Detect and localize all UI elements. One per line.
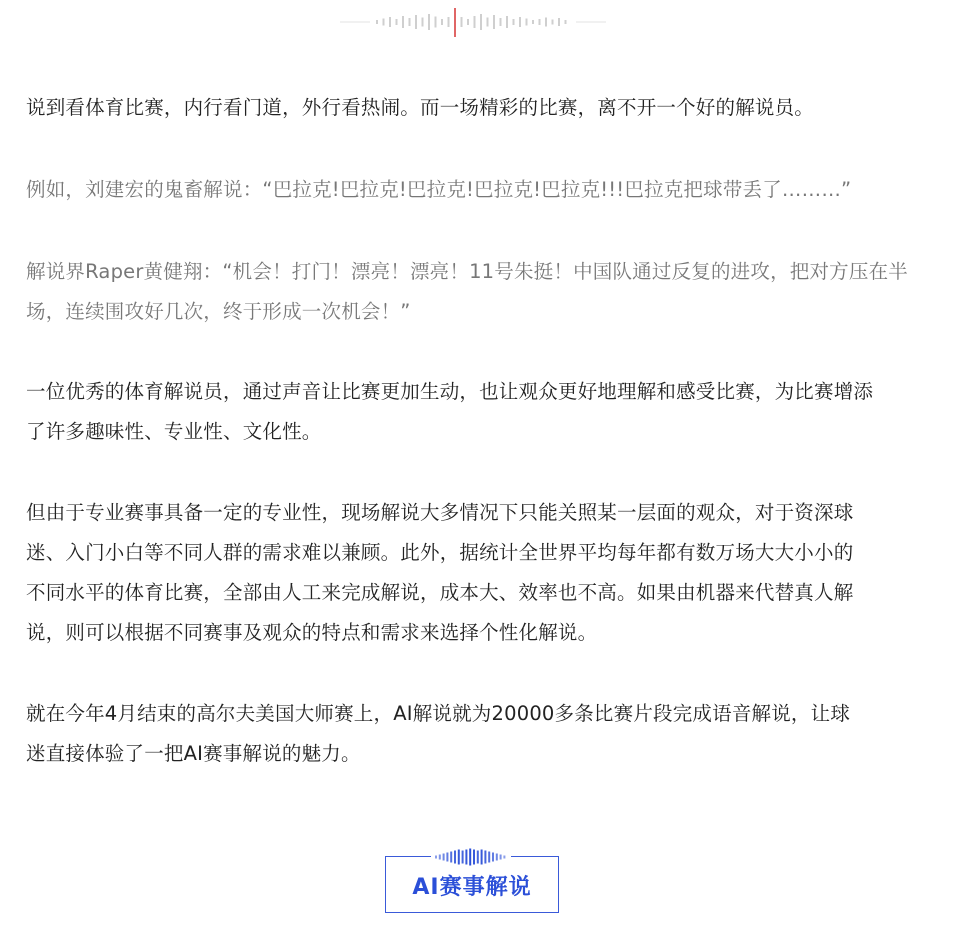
- paragraph-line: 场，连续围攻好几次，终于形成一次机会！”: [26, 300, 411, 323]
- paragraph-professional-limits: [26, 493, 931, 653]
- paragraph-masters-ai: [26, 694, 931, 774]
- paragraph-good-commentator: [26, 372, 931, 452]
- paragraph-intro: [26, 88, 931, 128]
- paragraph-line: 就在今年4月结束的高尔夫美国大师赛上，AI解说就为20000多条比赛片段完成语音解说，让球: [26, 702, 851, 725]
- section-heading-title: AI赛事解说: [412, 875, 532, 900]
- paragraph-quote-huang: [26, 252, 931, 332]
- paragraph-line: 例如，刘建宏的鬼畜解说：“巴拉克!巴拉克!巴拉克!巴拉克!巴拉克!!!巴拉克把球带丢了………”: [26, 178, 852, 201]
- paragraph-line: 说到看体育比赛，内行看门道，外行看热闹。而一场精彩的比赛，离不开一个好的解说员。: [26, 96, 815, 119]
- paragraph-line: 说，则可以根据不同赛事及观众的特点和需求来选择个性化解说。: [26, 621, 598, 644]
- divider-sound-wave-icon: [340, 8, 606, 48]
- section-heading: [385, 846, 559, 912]
- paragraph-line: 解说界Raper黄健翔：“机会！打门！漂亮！漂亮！11号朱挺！中国队通过反复的进攻，把对方压在半: [26, 260, 908, 283]
- sound-wave-icon: [431, 846, 511, 868]
- paragraph-line: 但由于专业赛事具备一定的专业性，现场解说大多情况下只能关照某一层面的观众，对于资深球: [26, 501, 854, 524]
- paragraph-line: 一位优秀的体育解说员，通过声音让比赛更加生动，也让观众更好地理解和感受比赛，为比赛增添: [26, 380, 874, 403]
- paragraph-line: 了许多趣味性、专业性、文化性。: [26, 420, 322, 443]
- paragraph-line: 不同水平的体育比赛，全部由人工来完成解说，成本大、效率也不高。如果由机器来代替真人解: [26, 581, 854, 604]
- paragraph-quote-liu: [26, 170, 931, 210]
- paragraph-line: 迷、入门小白等不同人群的需求难以兼顾。此外，据统计全世界平均每年都有数万场大大小小的: [26, 541, 854, 564]
- paragraph-line: 迷直接体验了一把AI赛事解说的魅力。: [26, 742, 361, 765]
